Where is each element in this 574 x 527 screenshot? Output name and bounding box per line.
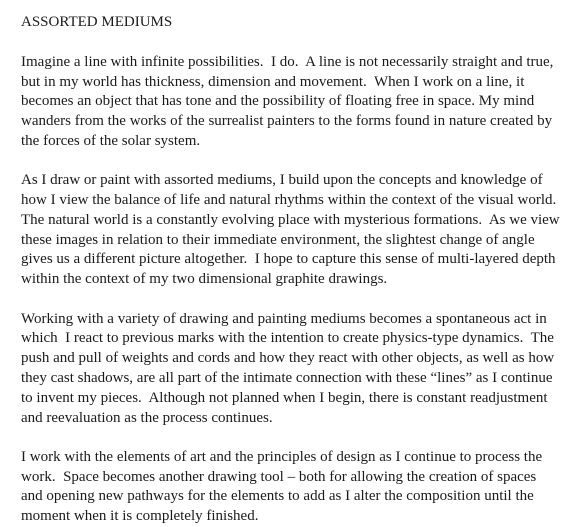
paragraph (21, 53, 571, 152)
document-title: ASSORTED MEDIUMS (21, 14, 173, 30)
document (21, 13, 571, 527)
paragraph-line: Imagine a line with infinite possibilities. I do. A line is not necessarily straight and true, (21, 53, 554, 70)
paragraph-line: they cast shadows, are all part of the intimate connection with these “lines” as I continue (21, 369, 553, 386)
paragraph (21, 310, 571, 429)
paragraph-line: wanders from the works of the surrealist painters to the forms found in nature created by (21, 113, 553, 130)
paragraph-line: gives us a different picture altogether. I hope to capture this sense of multi-layered depth (21, 251, 556, 268)
paragraph-line: moment when it is completely finished. (21, 508, 259, 525)
document-body (21, 53, 571, 527)
paragraph-line: becomes an object that has tone and the possibility of floating free in space. My mind (21, 93, 535, 110)
paragraph-line: and reevaluation as the process continues. (21, 409, 273, 426)
paragraph-line: The natural world is a constantly evolving place with mysterious formations. As we view (21, 211, 560, 228)
paragraph-line: push and pull of weights and cords and how they react with other objects, as well as how (21, 350, 555, 367)
paragraph-line: these images in relation to their immediate environment, the slightest change of angle (21, 231, 535, 248)
paragraph-line: but in my world has thickness, dimension and movement. When I work on a line, it (21, 73, 525, 90)
paragraph (21, 171, 571, 290)
paragraph-line: work. Space becomes another drawing tool – both for allowing the creation of spaces (21, 468, 537, 485)
paragraph-line: As I draw or paint with assorted mediums, I build upon the concepts and knowledge of (21, 172, 543, 189)
paragraph-line: and opening new pathways for the elements to add as I alter the composition until the (21, 488, 534, 505)
paragraph-line: within the context of my two dimensional graphite drawings. (21, 271, 388, 288)
paragraph-line: to invent my pieces. Although not planned when I begin, there is constant readjustment (21, 389, 548, 406)
paragraph-line: how I view the balance of life and natural rhythms within the context of the visual world. (21, 192, 557, 209)
paragraph-line: Working with a variety of drawing and painting mediums becomes a spontaneous act in (21, 310, 547, 327)
paragraph-line: which I react to previous marks with the intention to create physics-type dynamics. The (21, 330, 554, 347)
paragraph (21, 448, 571, 527)
paragraph-line: I work with the elements of art and the principles of design as I continue to process the (21, 448, 543, 465)
paragraph-line: the forces of the solar system. (21, 132, 201, 149)
